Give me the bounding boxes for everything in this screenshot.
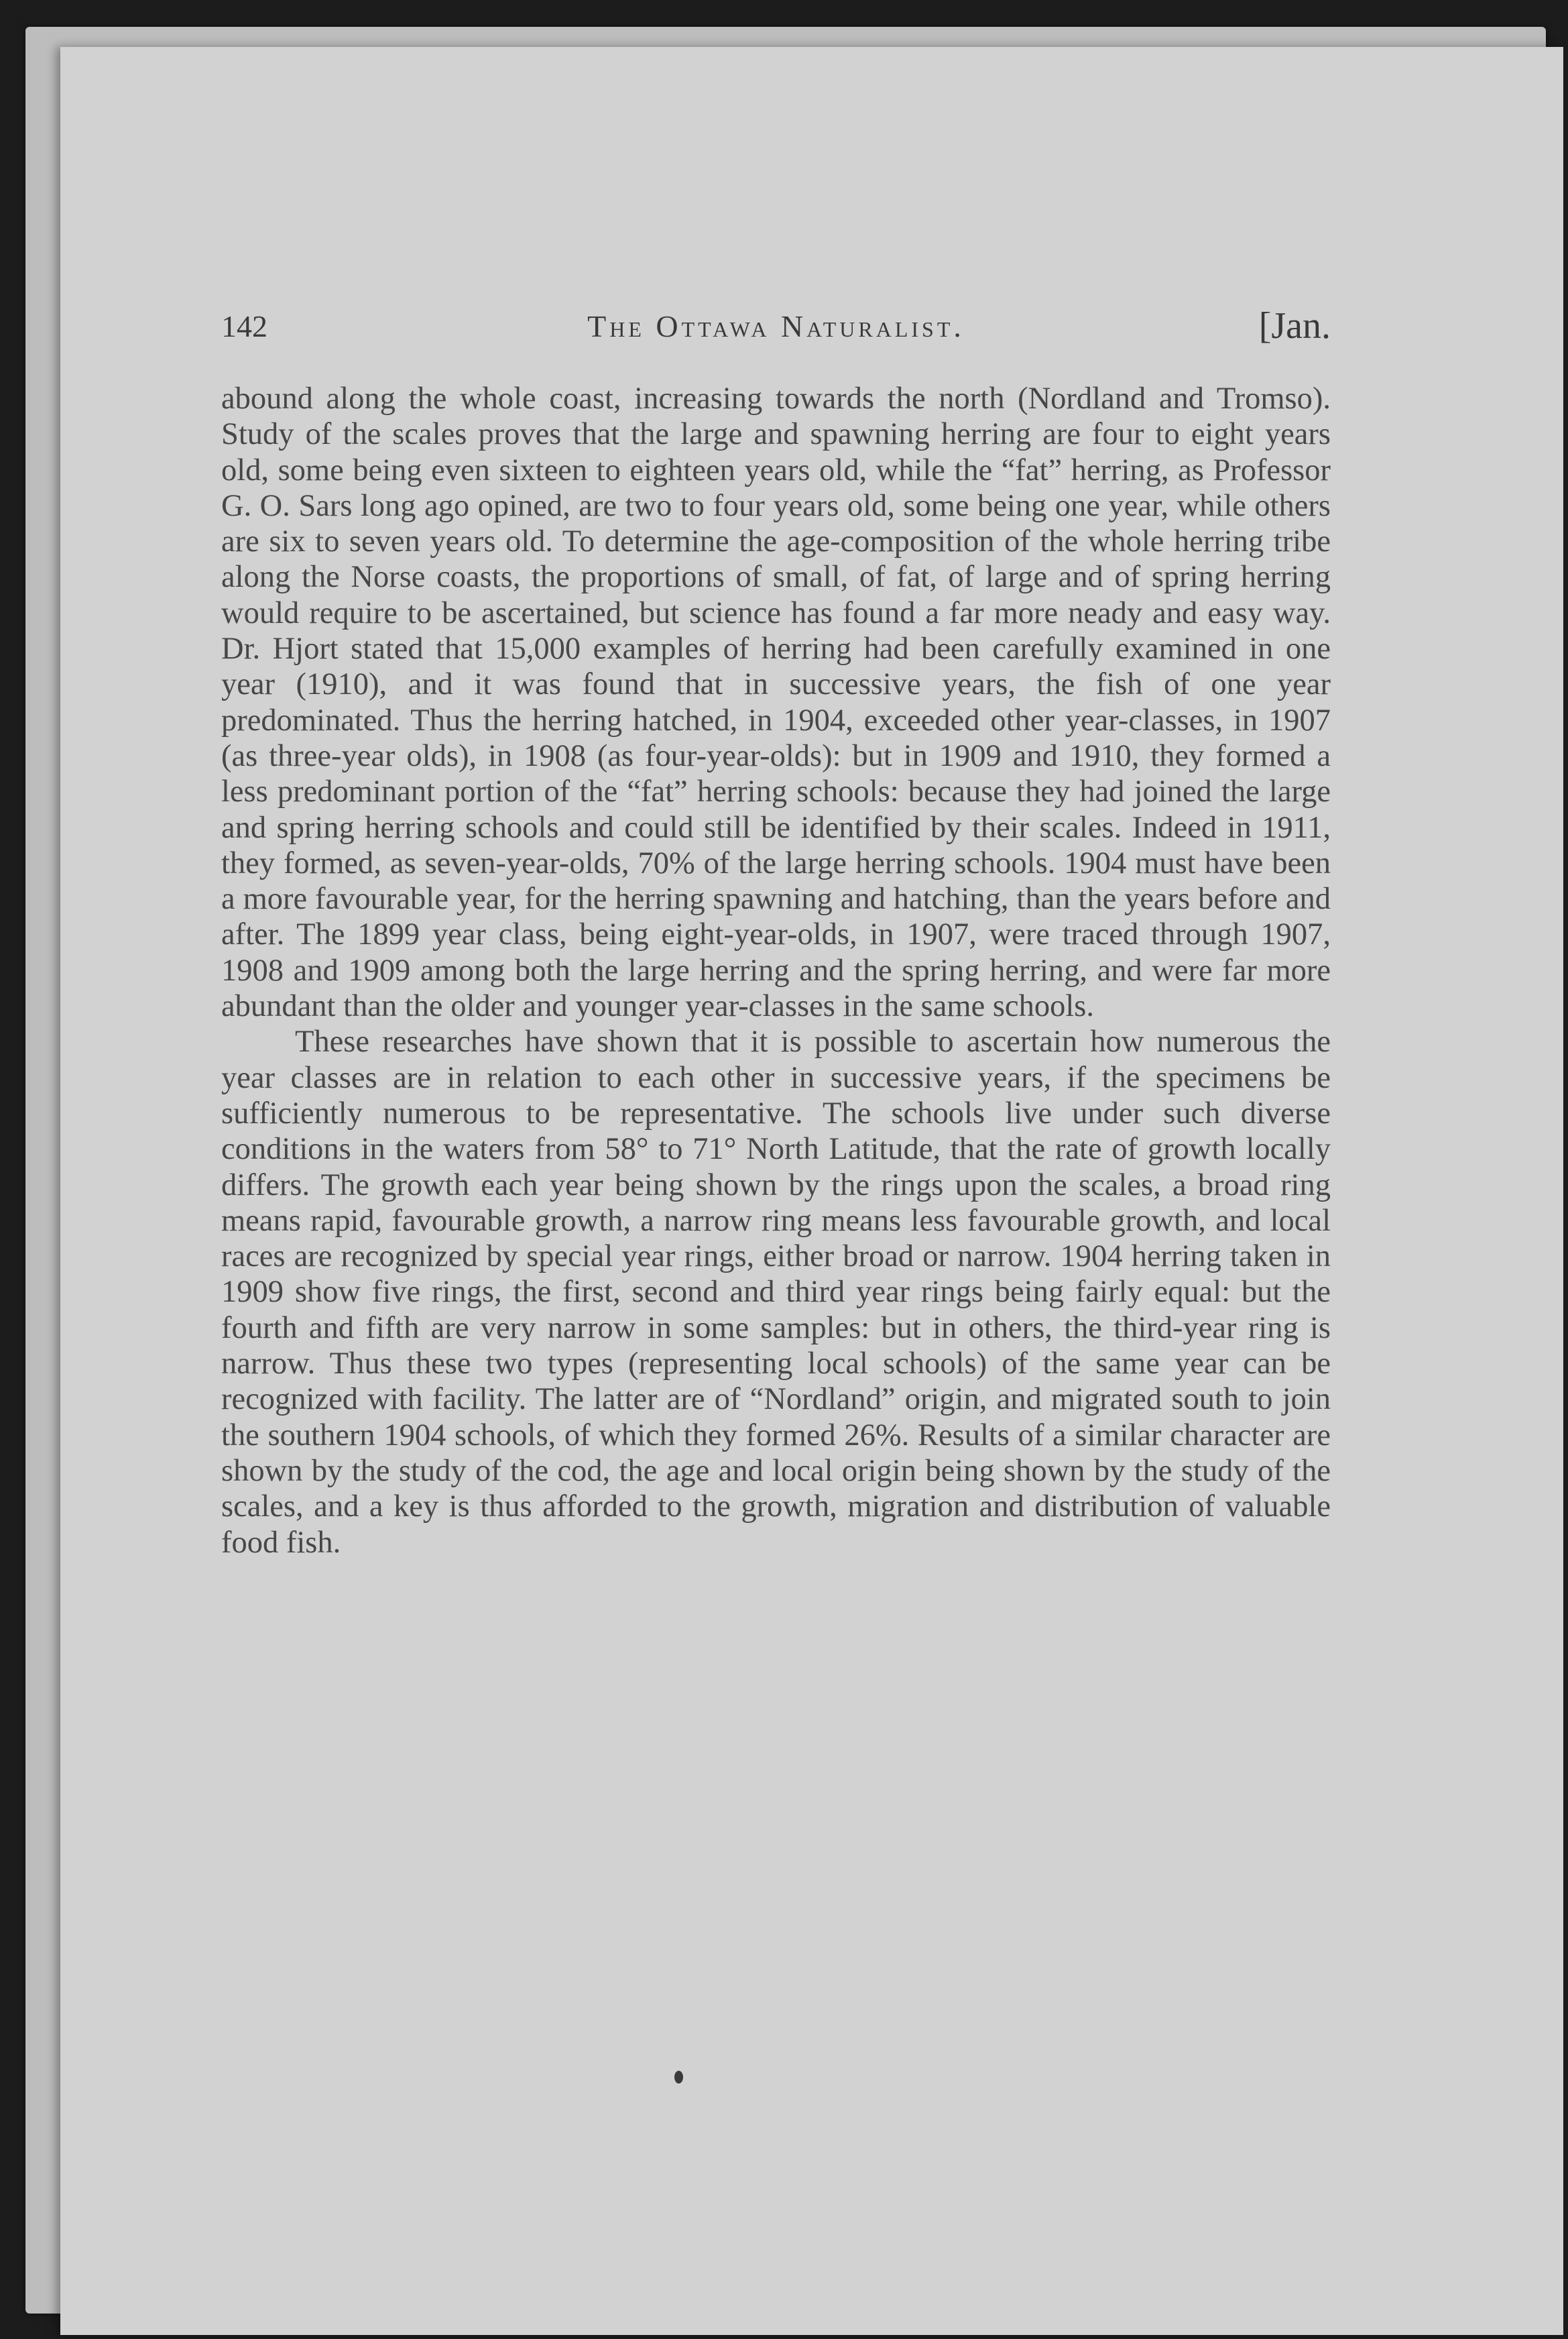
paragraph-herring-ages: abound along the whole coast, increasing towards the north (Nordland and Tromso). Study of the scales proves that the large and spawning herring are four to eight years old, some being even sixteen to eighteen years old, while the “fat” herring, as Professor G. O. Sars long ago opined, are two to four years old, some being one year, while others are six to seven years old. To determine the age-composition of the whole herring tribe along the Norse coasts, the proportions of small, of fat, of large and of spring herring would require to be ascertained, but science has found a far more neady and easy way. Dr. Hjort stated that 15,000 examples of herring had been carefully examined in one year (1910), and it was found that in successive years, the fish of one year predominated. Thus the herring hatched, in 1904, exceeded other year-classes, in 1907 (as three-year olds), in 1908 (as four-year-olds): but in 1909 and 1910, they formed a less predominant portion of the “fat” herring schools: because they had joined the large and spring herring schools and could still be identified by their scales. Indeed in 1911, they formed, as seven-year-olds, 70% of the large herring schools. 1904 must have been a more favourable year, for the herring spawning and hatching, than the years before and after. The 1899 year class, being eight-year-olds, in 1907, were traced through 1907, 1908 and 1909 among both the large herring and the spring herring, and were far more abundant than the older and younger year-classes in the same schools.	[221, 382, 1331, 1024]
journal-title: The Ottawa Naturalist.	[587, 309, 965, 343]
article-body	[221, 381, 1331, 1560]
page-number: 142	[221, 309, 267, 343]
end-dot	[674, 2071, 683, 2084]
paragraph-year-classes: These researches have shown that it is possible to ascertain how numerous the year classes are in relation to each other in successive years, if the specimens be sufficiently numerous to be representative. The schools live under such diverse conditions in the waters from 58° to 71° North Latitude, that the rate of growth locally differs. The growth each year being shown by the rings upon the scales, a broad ring means rapid, favourable growth, a narrow ring means less favourable growth, and local races are recognized by special year rings, either broad or narrow. 1904 herring taken in 1909 show five rings, the first, second and third year rings being fairly equal: but the fourth and fifth are very narrow in some samples: but in others, the third-year ring is narrow. Thus these two types (representing local schools) of the same year can be recognized with facility. The latter are of “Nordland” origin, and migrated south to join the southern 1904 schools, of which they formed 26%. Results of a similar character are shown by the study of the cod, the age and local origin being shown by the study of the scales, and a key is thus afforded to the growth, migration and distribution of valuable food fish.	[221, 1025, 1331, 1560]
running-head	[221, 305, 1331, 362]
issue-month: [Jan.	[1258, 305, 1331, 347]
